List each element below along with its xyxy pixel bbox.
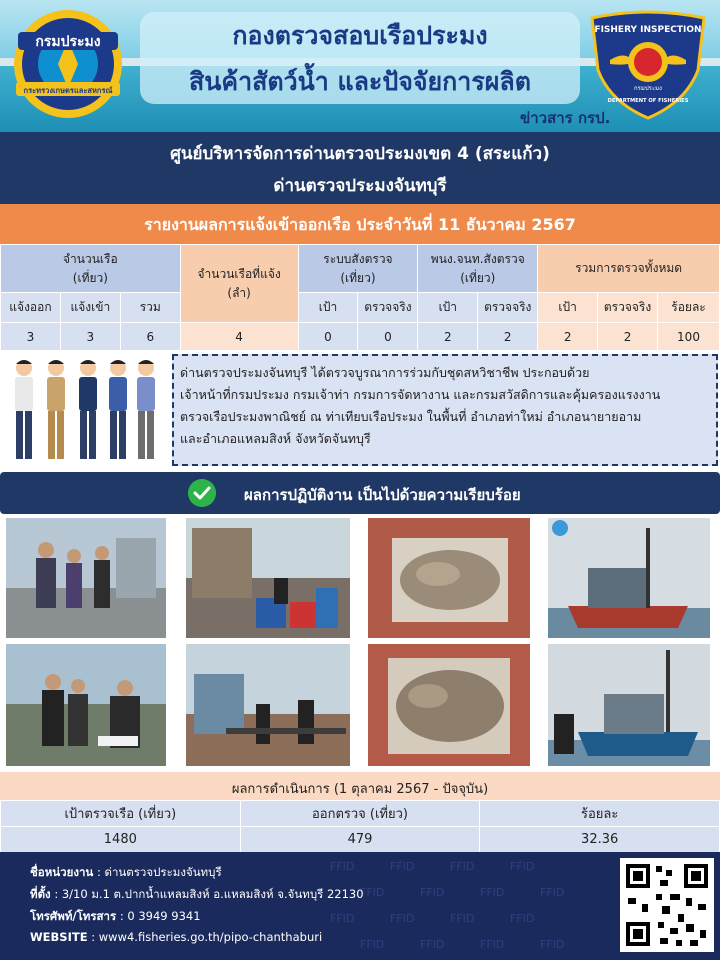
officer-figure-3 xyxy=(79,360,97,459)
footer-unit-value: : ด่านตรวจประมงจันทบุรี xyxy=(93,865,222,879)
title-line-1: กองตรวจสอบเรือประมง xyxy=(232,21,488,50)
news-label: ข่าวสาร กรป. xyxy=(520,109,611,127)
sub-header-system-actual: ตรวจจริง xyxy=(358,293,418,323)
total-header: รวมการตรวจทั้งหมด xyxy=(538,245,720,293)
photo-officers-documents xyxy=(6,644,166,766)
sub-header-officer-actual: ตรวจจริง xyxy=(478,293,538,323)
sub-header-total-target: เป้า xyxy=(538,293,598,323)
officer-figure-5 xyxy=(137,360,155,459)
value-total-actual: 2 xyxy=(598,323,658,351)
photo-fishing-boat-1 xyxy=(548,518,710,638)
watermark: FFID xyxy=(540,938,565,951)
center-title-line-1: ศูนย์บริหารจัดการด่านตรวจประมงเขต 4 (สระแก้ว) xyxy=(170,144,550,164)
footer-address-label: ที่ตั้ง xyxy=(30,887,51,901)
watermark: FFID xyxy=(360,938,385,951)
notified-header-cell xyxy=(180,245,298,323)
summary-col-inspected: ออกตรวจ (เที่ยว) xyxy=(240,801,480,827)
watermark: FFID xyxy=(360,886,385,899)
photo-catch-box-2 xyxy=(368,644,530,766)
value-total-percent: 100 xyxy=(658,323,720,351)
system-header: ระบบสังตรวจ xyxy=(323,251,393,266)
officer-unit: (เที่ยว) xyxy=(460,270,496,285)
right-logo-top-text: FISHERY INSPECTION xyxy=(594,25,702,35)
summary-col-percent: ร้อยละ xyxy=(480,801,720,827)
value-notified: 4 xyxy=(180,323,298,351)
value-out: 3 xyxy=(1,323,61,351)
left-logo-top-text: กรมประมง xyxy=(35,34,101,50)
info-line-1: ด่านตรวจประมงจันทบุรี ได้ตรวจบูรณาการร่วมกับชุดสหวิชาชีพ ประกอบด้วย xyxy=(180,365,590,380)
watermark: FFID xyxy=(390,912,415,925)
photo-boat-inspection xyxy=(186,644,350,766)
watermark: FFID xyxy=(420,938,445,951)
sub-header-out: แจ้งออก xyxy=(1,293,61,323)
footer-website-value[interactable]: : www4.fisheries.go.th/pipo-chanthaburi xyxy=(87,930,323,944)
boats-unit: (เที่ยว) xyxy=(72,270,108,285)
value-total-target: 2 xyxy=(538,323,598,351)
system-unit: (เที่ยว) xyxy=(340,270,376,285)
right-logo-thai-text: กรมประมง xyxy=(634,85,662,92)
value-officer-actual: 2 xyxy=(478,323,538,351)
footer-phone-value: : 0 3949 9341 xyxy=(116,909,201,923)
watermark: FFID xyxy=(330,912,355,925)
info-line-3: ตรวจเรือประมงพาณิชย์ ณ ท่าเทียบเรือประมง ในพื้นที่ อำเภอท่าใหม่ อำเภอนายายอาม xyxy=(180,409,642,424)
photo-fishing-boat-2 xyxy=(548,644,710,766)
sub-header-system-target: เป้า xyxy=(298,293,358,323)
watermark: FFID xyxy=(510,912,535,925)
watermark: FFID xyxy=(480,886,505,899)
summary-table xyxy=(0,800,720,853)
footer-website-label: WEBSITE xyxy=(30,930,88,944)
sub-header-officer-target: เป้า xyxy=(418,293,478,323)
footer-unit-label: ชื่อหน่วยงาน xyxy=(30,865,94,879)
boats-header-cell xyxy=(1,245,181,293)
photo-boat-deck xyxy=(186,518,350,638)
value-officer-target: 2 xyxy=(418,323,478,351)
watermark: FFID xyxy=(540,886,565,899)
watermark: FFID xyxy=(420,886,445,899)
footer-phone-label: โทรศัพท์/โทรสาร xyxy=(30,909,117,923)
footer-address xyxy=(30,886,364,904)
sub-header-sum: รวม xyxy=(120,293,180,323)
report-title: รายงานผลการแจ้งเข้าออกเรือ ประจำวันที่ 11 ธันวาคม 2567 xyxy=(144,215,576,234)
footer-website xyxy=(30,930,322,944)
summary-title: ผลการดำเนินการ (1 ตุลาคม 2567 - ปัจจุบัน) xyxy=(231,782,489,797)
qr-code-icon[interactable] xyxy=(620,858,714,952)
watermark: FFID xyxy=(330,860,355,873)
center-title-line-2: ด่านตรวจประมงจันทบุรี xyxy=(273,176,447,196)
value-system-actual: 0 xyxy=(358,323,418,351)
officer-header-cell xyxy=(418,245,538,293)
system-header-cell xyxy=(298,245,418,293)
sub-header-total-actual: ตรวจจริง xyxy=(598,293,658,323)
department-of-fisheries-logo xyxy=(12,8,124,120)
officers-illustration xyxy=(6,354,166,466)
check-icon xyxy=(188,479,216,507)
notified-unit: (ลำ) xyxy=(227,285,251,300)
left-logo-bottom-text: กระทรวงเกษตรและสหกรณ์ xyxy=(23,86,113,95)
summary-value-percent: 32.36 xyxy=(480,827,720,853)
watermark: FFID xyxy=(450,912,475,925)
info-line-4: และอำเภอแหลมสิงห์ จังหวัดจันทบุรี xyxy=(180,431,371,446)
info-text xyxy=(180,362,710,450)
title-line-2: สินค้าสัตว์น้ำ และปัจจัยการผลิต xyxy=(189,67,531,96)
right-logo-bottom-text: DEPARTMENT OF FISHERIES xyxy=(607,98,689,104)
notified-header: จำนวนเรือที่แจ้ง xyxy=(197,266,281,281)
boats-header: จำนวนเรือ xyxy=(63,251,118,266)
result-text: ผลการปฏิบัติงาน เป็นไปด้วยความเรียบร้อย xyxy=(244,486,521,504)
sub-header-total-percent: ร้อยละ xyxy=(658,293,720,323)
value-sum: 6 xyxy=(120,323,180,351)
officer-figure-4 xyxy=(109,360,127,459)
value-system-target: 0 xyxy=(298,323,358,351)
info-line-2: เจ้าหน้าที่กรมประมง กรมเจ้าท่า กรมการจัดหางาน และกรมสวัสดิการและคุ้มครองแรงงาน xyxy=(180,387,661,402)
photo-catch-box-1 xyxy=(368,518,530,638)
value-in: 3 xyxy=(60,323,120,351)
watermark: FFID xyxy=(450,860,475,873)
officer-header: พนง.จนท.สังตรวจ xyxy=(430,251,525,266)
summary-value-inspected: 479 xyxy=(240,827,480,853)
footer-address-value: : 3/10 ม.1 ต.ปากน้ำแหลมสิงห์ อ.แหลมสิงห์ จ.จันทบุรี 22130 xyxy=(50,887,364,901)
officer-figure-2 xyxy=(47,360,65,459)
watermark: FFID xyxy=(390,860,415,873)
watermark: FFID xyxy=(480,938,505,951)
footer-unit xyxy=(30,864,222,882)
fishery-inspection-logo xyxy=(586,10,710,120)
officer-figure-1 xyxy=(15,360,33,459)
summary-value-target: 1480 xyxy=(1,827,241,853)
summary-col-target: เป้าตรวจเรือ (เที่ยว) xyxy=(1,801,241,827)
sub-header-in: แจ้งเข้า xyxy=(60,293,120,323)
photo-officers-pier xyxy=(6,518,166,638)
watermark: FFID xyxy=(510,860,535,873)
footer-phone xyxy=(30,908,201,926)
daily-stats-table xyxy=(0,244,720,351)
